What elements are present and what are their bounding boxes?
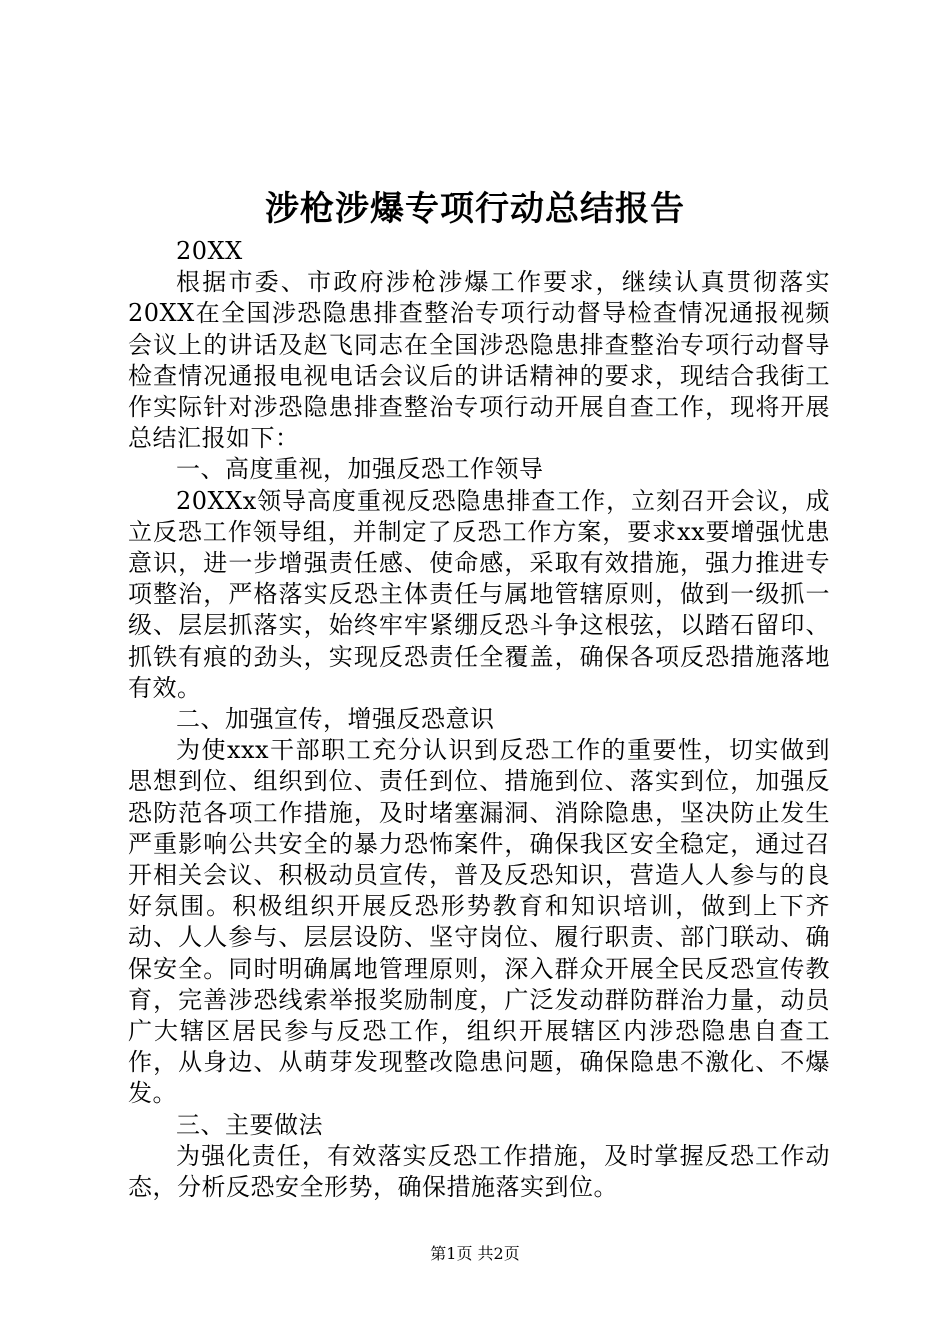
document-body [128,236,830,1203]
section-heading-2: 二、加强宣传，增强反恐意识 [176,705,495,734]
paragraph-section-2: 为使xxx干部职工充分认识到反恐工作的重要性，切实做到思想到位、组织到位、责任到位、措施到位、落实到位，加强反恐防范各项工作措施，及时堵塞漏洞、消除隐患，坚决防止发生严重影响公共安全的暴力恐怖案件，确保我区安全稳定，通过召开相关会议、积极动员宣传，普及反恐知识，营造人人参与的良好氛围。积极组织开展反恐形势教育和知识培训，做到上下齐动、人人参与、层层设防、坚守岗位、履行职责、部门联动、确保安全。同时明确属地管理原则，深入群众开展全民反恐宣传教育，完善涉恐线索举报奖励制度，广泛发动群防群治力量，动员广大辖区居民参与反恐工作，组织开展辖区内涉恐隐患自查工作，从身边、从萌芽发现整改隐患问题，确保隐患不激化、不爆发。 [128,736,830,1108]
document-title: 涉枪涉爆专项行动总结报告 [265,189,685,229]
document-date: 20XX [176,237,243,265]
page-number-footer: 第1页 共2页 [430,1244,520,1263]
section-heading-1: 一、高度重视，加强反恐工作领导 [176,455,544,484]
section-heading-3: 三、主要做法 [176,1110,323,1139]
paragraph-section-3: 为强化责任，有效落实反恐工作措施，及时掌握反恐工作动态，分析反恐安全形势，确保措施落实到位。 [128,1141,830,1202]
paragraph-intro: 根据市委、市政府涉枪涉爆工作要求，继续认真贯彻落实20XX在全国涉恐隐患排查整治专项行动督导检查情况通报视频会议上的讲话及赵飞同志在全国涉恐隐患排查整治专项行动督导检查情况通报电视电话会议后的讲话精神的要求，现结合我街工作实际针对涉恐隐患排查整治专项行动开展自查工作，现将开展总结汇报如下： [128,268,830,453]
paragraph-section-1: 20XXx领导高度重视反恐隐患排查工作，立刻召开会议，成立反恐工作领导组，并制定了反恐工作方案，要求xx要增强忧患意识，进一步增强责任感、使命感，采取有效措施，强力推进专项整治，严格落实反恐主体责任与属地管辖原则，做到一级抓一级、层层抓落实，始终牢牢紧绷反恐斗争这根弦，以踏石留印、抓铁有痕的劲头，实现反恐责任全覆盖，确保各项反恐措施落地有效。 [128,486,830,702]
